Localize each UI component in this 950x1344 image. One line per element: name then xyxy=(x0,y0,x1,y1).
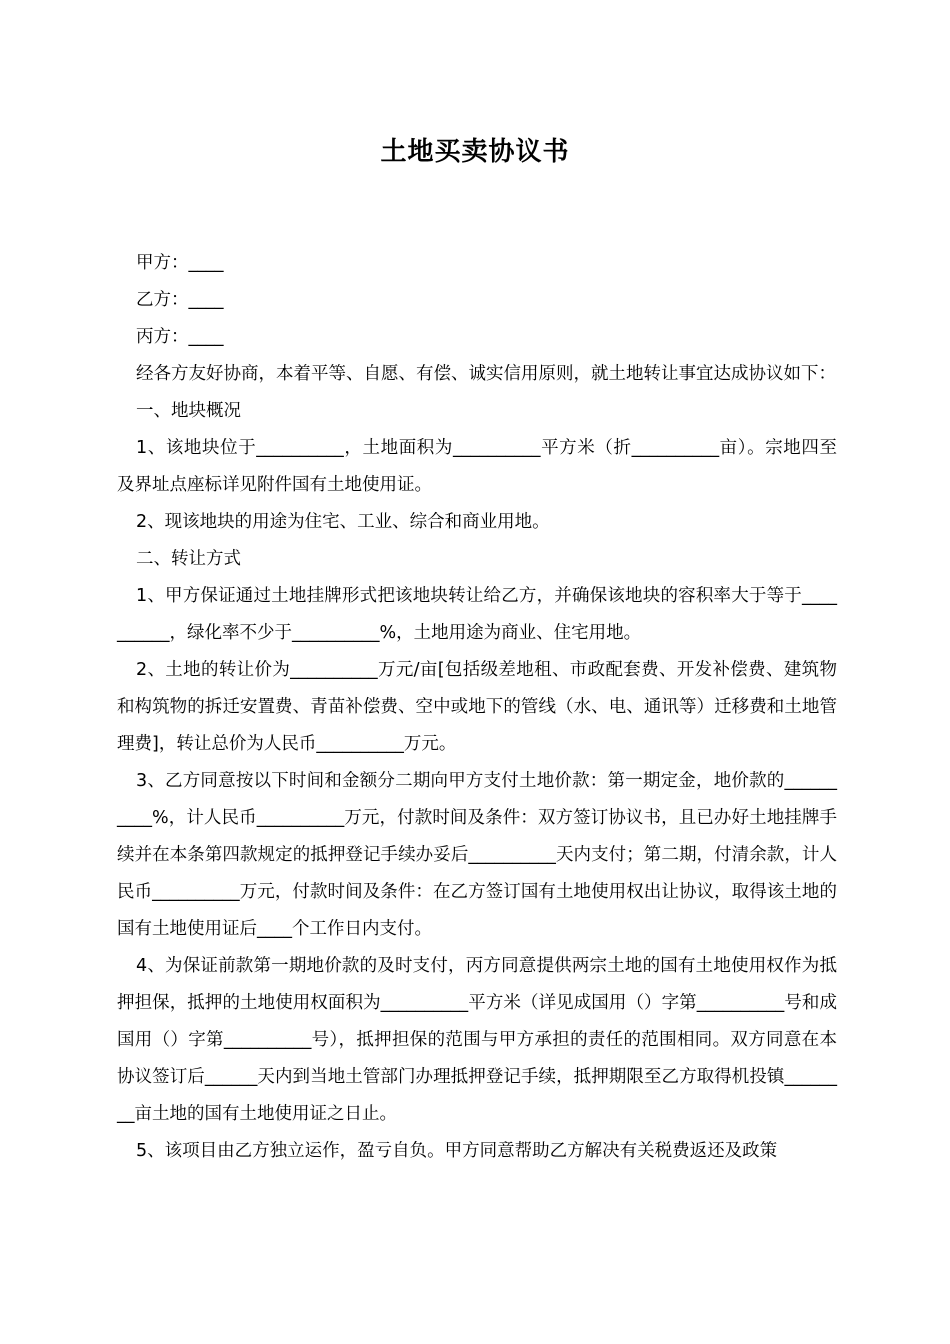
paragraph-party-a: 甲方：____ xyxy=(136,253,224,273)
paragraph-clause-2-2: 2、土地的转让价为__________万元/亩[包括级差地租、市政配套费、开发补偿费、建筑物和构筑物的拆迁安置费、青苗补偿费、空中或地下的管线（水、电、通讯等）迁移费和土地管理费]，转让总价为人民币__________万元。 xyxy=(117,660,837,754)
paragraph-party-b: 乙方：____ xyxy=(136,290,224,310)
paragraph-clause-1-2: 2、现该地块的用途为住宅、工业、综合和商业用地。 xyxy=(136,512,550,532)
paragraph-clause-2-3: 3、乙方同意按以下时间和金额分二期向甲方支付土地价款：第一期定金，地价款的__________%，计人民币__________万元，付款时间及条件：双方签订协议书，且已办好土地挂牌手续并在本条第四款规定的抵押登记手续办妥后__________天内支付；第二期，付清余款，计人民币__________万元，付款时间及条件：在乙方签订国有土地使用权出让协议，取得该土地的国有土地使用证后____个工作日内支付。 xyxy=(117,771,837,939)
document-title: 土地买卖协议书 xyxy=(380,137,570,167)
paragraph-clause-1-1: 1、该地块位于__________，土地面积为__________平方米（折__________亩）。宗地四至及界址点座标详见附件国有土地使用证。 xyxy=(117,438,837,495)
paragraph-clause-2-5: 5、该项目由乙方独立运作，盈亏自负。甲方同意帮助乙方解决有关税费返还及政策 xyxy=(136,1141,778,1161)
paragraph-clause-2-1: 1、甲方保证通过土地挂牌形式把该地块转让给乙方，并确保该地块的容积率大于等于__________，绿化率不少于__________%，土地用途为商业、住宅用地。 xyxy=(117,586,837,643)
paragraph-clause-2-4: 4、为保证前款第一期地价款的及时支付，丙方同意提供两宗土地的国有土地使用权作为抵押担保，抵押的土地使用权面积为__________平方米（详见成国用（）字第__________号和成国用（）字第__________号），抵押担保的范围与甲方承担的责任的范围相同。双方同意在本协议签订后______天内到当地土管部门办理抵押登记手续，抵押期限至乙方取得机投镇________亩土地的国有土地使用证之日止。 xyxy=(117,956,837,1124)
document-body xyxy=(117,245,837,1170)
paragraph-party-c: 丙方：____ xyxy=(136,327,224,347)
paragraph-preamble: 经各方友好协商，本着平等、自愿、有偿、诚实信用原则，就土地转让事宜达成协议如下： xyxy=(136,364,836,384)
section-heading-transfer-method: 二、转让方式 xyxy=(136,549,241,569)
section-heading-land-overview: 一、地块概况 xyxy=(136,401,241,421)
